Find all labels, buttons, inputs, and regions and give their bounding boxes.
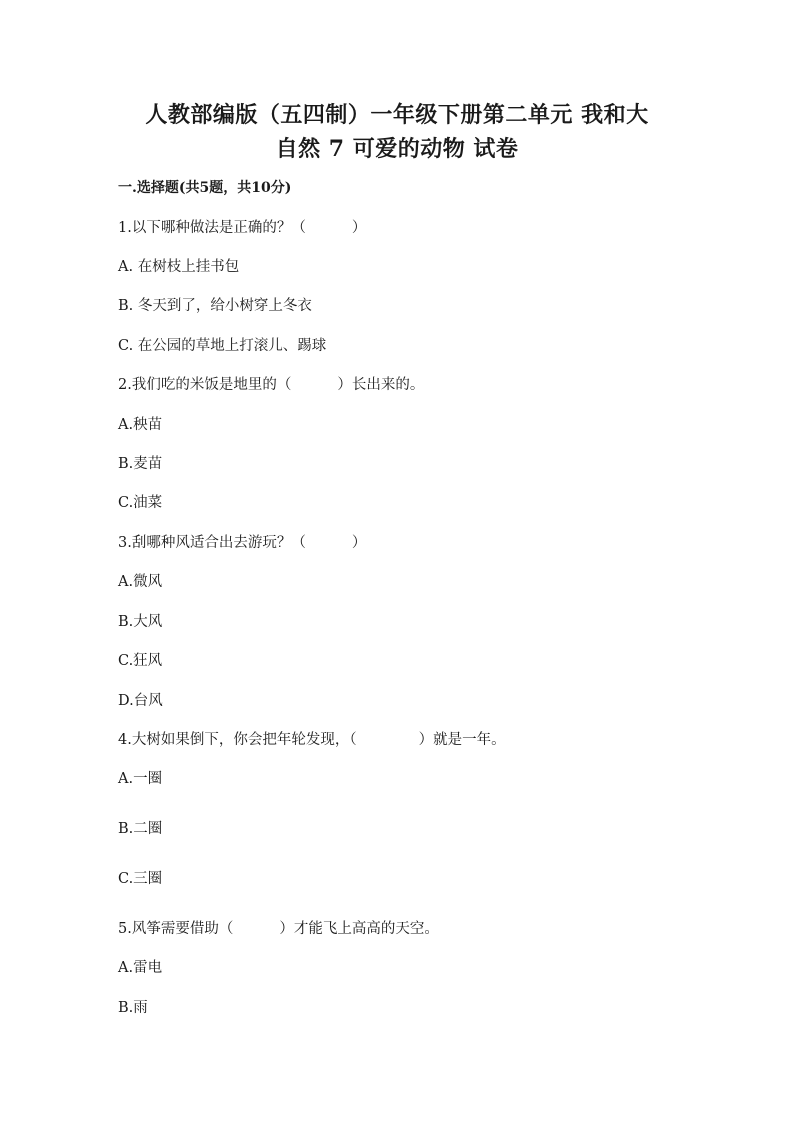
title-line-1: 人教部编版（五四制）一年级下册第二单元 我和大: [145, 102, 649, 128]
question-3-option-c: C.狂风: [118, 653, 163, 669]
question-4-option-c: C.三圈: [118, 871, 163, 887]
question-3-option-a: A.微风: [118, 574, 163, 590]
title-line-2: 自然 7 可爱的动物 试卷: [275, 136, 519, 162]
question-5-stem: [118, 919, 439, 939]
question-2-stem-before: 2.我们吃的米饭是地里的（: [118, 377, 292, 393]
question-2-stem: [118, 375, 424, 395]
question-5-stem-after: ）才能飞上高高的天空。: [279, 921, 439, 937]
question-2-option-b: B.麦苗: [118, 456, 163, 472]
question-3-stem: [118, 533, 366, 553]
section-header: 一.选择题(共5题，共10分): [118, 180, 292, 196]
question-1-option-a: A. 在树枝上挂书包: [118, 259, 240, 275]
question-5-option-b: B.雨: [118, 1000, 148, 1016]
question-3-stem-after: ）: [351, 535, 367, 551]
question-4-stem-after: ）就是一年。: [418, 732, 506, 748]
question-1-option-c: C. 在公园的草地上打滚儿、踢球: [118, 338, 327, 354]
question-5-stem-before: 5.风筝需要借助（: [118, 921, 234, 937]
question-2-stem-after: ）长出来的。: [337, 377, 425, 393]
question-4-option-b: B.二圈: [118, 821, 163, 837]
question-1-option-b: B. 冬天到了，给小树穿上冬衣: [118, 298, 312, 314]
question-5-option-a: A.雷电: [118, 960, 163, 976]
question-2-option-c: C.油菜: [118, 495, 163, 511]
question-3-stem-before: 3.刮哪种风适合出去游玩？（: [118, 535, 306, 551]
question-1-stem: [118, 218, 366, 238]
question-3-option-b: B.大风: [118, 614, 163, 630]
question-4-stem: [118, 730, 506, 750]
question-4-stem-before: 4.大树如果倒下，你会把年轮发现，（: [118, 732, 357, 748]
question-3-option-d: D.台风: [118, 693, 163, 709]
question-1-stem-after: ）: [351, 220, 367, 236]
question-1-stem-before: 1.以下哪种做法是正确的？（: [118, 220, 306, 236]
question-4-option-a: A.一圈: [118, 771, 163, 787]
question-2-option-a: A.秧苗: [118, 417, 163, 433]
